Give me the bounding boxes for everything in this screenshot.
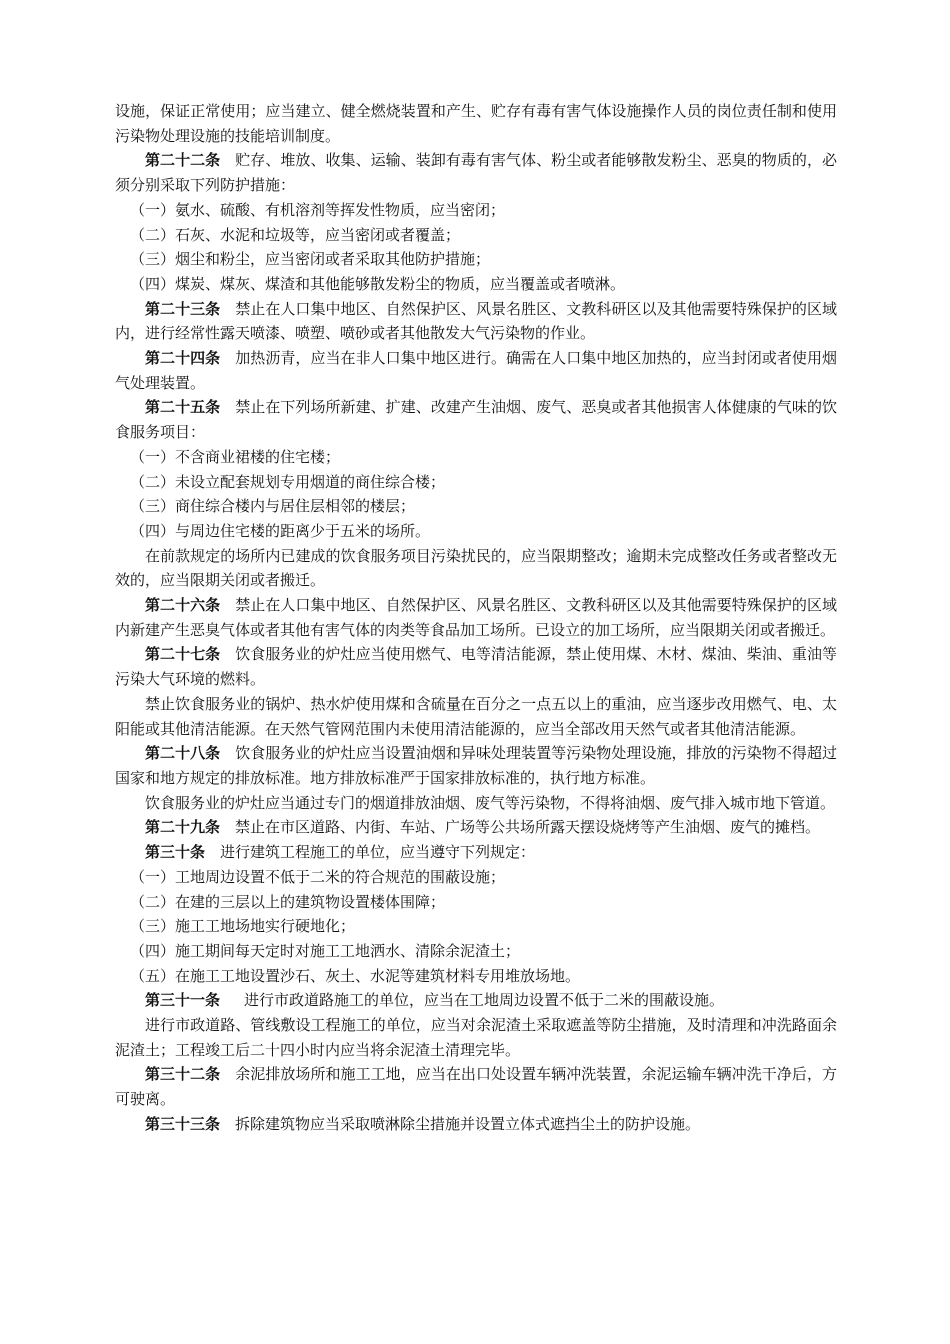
list-item-text: （四）施工期间每天定时对施工工地洒水、清除余泥渣土； (130, 941, 521, 960)
article-number: 第二十二条 (145, 151, 221, 170)
paragraph-text: 进行市政道路、管线敷设工程施工的单位，应当对余泥渣土采取遮盖等防尘措施，及时清理和冲洗路面余泥渣土；工程竣工后二十四小时内应当将余泥渣土清理完毕。 (115, 1016, 837, 1059)
article-text: 进行市政道路施工的单位，应当在工地周边设置不低于二米的围蔽设施。 (244, 991, 725, 1010)
article-text: 禁止在人口集中地区、自然保护区、风景名胜区、文教科研区以及其他需要特殊保护的区域内，进行经常性露天喷漆、喷塑、喷砂或者其他散发大气污染物的作业。 (115, 299, 837, 343)
list-item-text: （二）未设立配套规划专用烟道的商住综合楼； (130, 472, 446, 491)
list-item (115, 865, 837, 890)
list-item-text: （三）施工工地场地实行硬地化； (130, 917, 356, 936)
list-item (115, 272, 837, 297)
article-33 (115, 1112, 837, 1137)
article-27 (115, 642, 837, 691)
list-item (115, 519, 837, 544)
article-number: 第二十三条 (145, 299, 221, 318)
list-item-text: （四）煤炭、煤灰、煤渣和其他能够散发粉尘的物质，应当覆盖或者喷淋。 (130, 274, 626, 293)
list-item (115, 198, 837, 223)
article-text: 加热沥青，应当在非人口集中地区进行。确需在人口集中地区加热的，应当封闭或者使用烟气处理装置。 (115, 349, 837, 392)
article-text: 贮存、堆放、收集、运输、装卸有毒有害气体、粉尘或者能够散发粉尘、恶臭的物质的，必须分别采取下列防护措施： (115, 151, 837, 195)
list-item (115, 939, 837, 964)
list-item (115, 445, 837, 470)
article-number: 第三十一条 (145, 991, 221, 1010)
article-number: 第三十条 (145, 843, 206, 862)
list-item-text: （五）在施工工地设置沙石、灰土、水泥等建筑材料专用堆放场地。 (130, 966, 581, 985)
article-28 (115, 741, 837, 790)
list-item-text: （二）在建的三层以上的建筑物设置楼体围障； (130, 892, 446, 911)
paragraph (115, 544, 837, 593)
document-page (115, 99, 837, 1137)
list-item (115, 914, 837, 939)
list-item-text: （三）烟尘和粉尘，应当密闭或者采取其他防护措施； (130, 250, 491, 269)
list-item-text: （一）不含商业裙楼的住宅楼； (130, 447, 341, 466)
list-item-text: （二）石灰、水泥和垃圾等，应当密闭或者覆盖； (130, 225, 461, 244)
list-item (115, 247, 837, 272)
article-text: 禁止在市区道路、内街、车站、广场等公共场所露天摆设烧烤等产生油烟、废气的摊档。 (235, 818, 821, 837)
list-item-text: （一）氨水、硫酸、有机溶剂等挥发性物质，应当密闭； (130, 200, 506, 219)
article-number: 第二十四条 (145, 349, 221, 368)
article-25 (115, 395, 837, 444)
article-text: 禁止在人口集中地区、自然保护区、风景名胜区、文教科研区以及其他需要特殊保护的区域内新建产生恶臭气体或者其他有害气体的肉类等食品加工场所。已设立的加工场所，应当限期关闭或者搬迁。 (115, 596, 837, 639)
paragraph-text: 饮食服务业的炉灶应当通过专门的烟道排放油烟、废气等污染物，不得将油烟、废气排入城市地下管道。 (145, 793, 836, 812)
article-32 (115, 1062, 837, 1111)
article-number: 第二十八条 (145, 744, 221, 763)
paragraph-text: 禁止饮食服务业的锅炉、热水炉使用煤和含硫量在百分之一点五以上的重油，应当逐步改用燃气、电、太阳能或其他清洁能源。在天然气管网范围内未使用清洁能源的，应当全部改用天然气或者其他清洁能源。 (115, 694, 837, 738)
article-30 (115, 840, 837, 865)
paragraph-text: 在前款规定的场所内已建成的饮食服务项目污染扰民的，应当限期整改；逾期未完成整改任务或者整改无效的，应当限期关闭或者搬迁。 (115, 546, 837, 590)
article-text: 进行建筑工程施工的单位，应当遵守下列规定： (220, 843, 536, 862)
paragraph (115, 791, 837, 816)
article-text: 拆除建筑物应当采取喷淋除尘措施并设置立体式遮挡尘土的防护设施。 (235, 1114, 701, 1133)
article-number: 第二十五条 (145, 398, 221, 417)
list-item (115, 494, 837, 519)
list-item-text: （四）与周边住宅楼的距离少于五米的场所。 (130, 521, 431, 540)
list-item-text: （一）工地周边设置不低于二米的符合规范的围蔽设施； (130, 867, 506, 886)
list-item (115, 470, 837, 495)
article-number: 第三十二条 (145, 1065, 221, 1084)
list-item-text: （三）商住综合楼内与居住层相邻的楼层； (130, 497, 416, 516)
article-31 (115, 988, 837, 1013)
list-item (115, 890, 837, 915)
paragraph (115, 692, 837, 741)
paragraph (115, 1013, 837, 1062)
article-number: 第二十九条 (145, 818, 221, 837)
article-26 (115, 593, 837, 642)
article-number: 第二十七条 (145, 645, 221, 664)
article-24 (115, 346, 837, 395)
article-22 (115, 148, 837, 197)
article-23 (115, 297, 837, 346)
paragraph-text: 设施，保证正常使用；应当建立、健全燃烧装置和产生、贮存有毒有害气体设施操作人员的岗位责任制和使用污染物处理设施的技能培训制度。 (115, 102, 837, 145)
article-number: 第二十六条 (145, 596, 221, 615)
list-item (115, 964, 837, 989)
list-item (115, 223, 837, 248)
paragraph-continuation (115, 99, 837, 148)
article-text: 禁止在下列场所新建、扩建、改建产生油烟、废气、恶臭或者其他损害人体健康的气味的饮食服务项目： (115, 398, 837, 442)
article-number: 第三十三条 (145, 1114, 221, 1133)
article-text: 余泥排放场所和施工工地，应当在出口处设置车辆冲洗装置，余泥运输车辆冲洗干净后，方可驶离。 (115, 1065, 837, 1109)
article-29 (115, 815, 837, 840)
article-text: 饮食服务业的炉灶应当使用燃气、电等清洁能源，禁止使用煤、木材、煤油、柴油、重油等污染大气环境的燃料。 (115, 645, 837, 689)
article-text: 饮食服务业的炉灶应当设置油烟和异味处理装置等污染物处理设施，排放的污染物不得超过国家和地方规定的排放标准。地方排放标准严于国家排放标准的，执行地方标准。 (115, 744, 837, 787)
